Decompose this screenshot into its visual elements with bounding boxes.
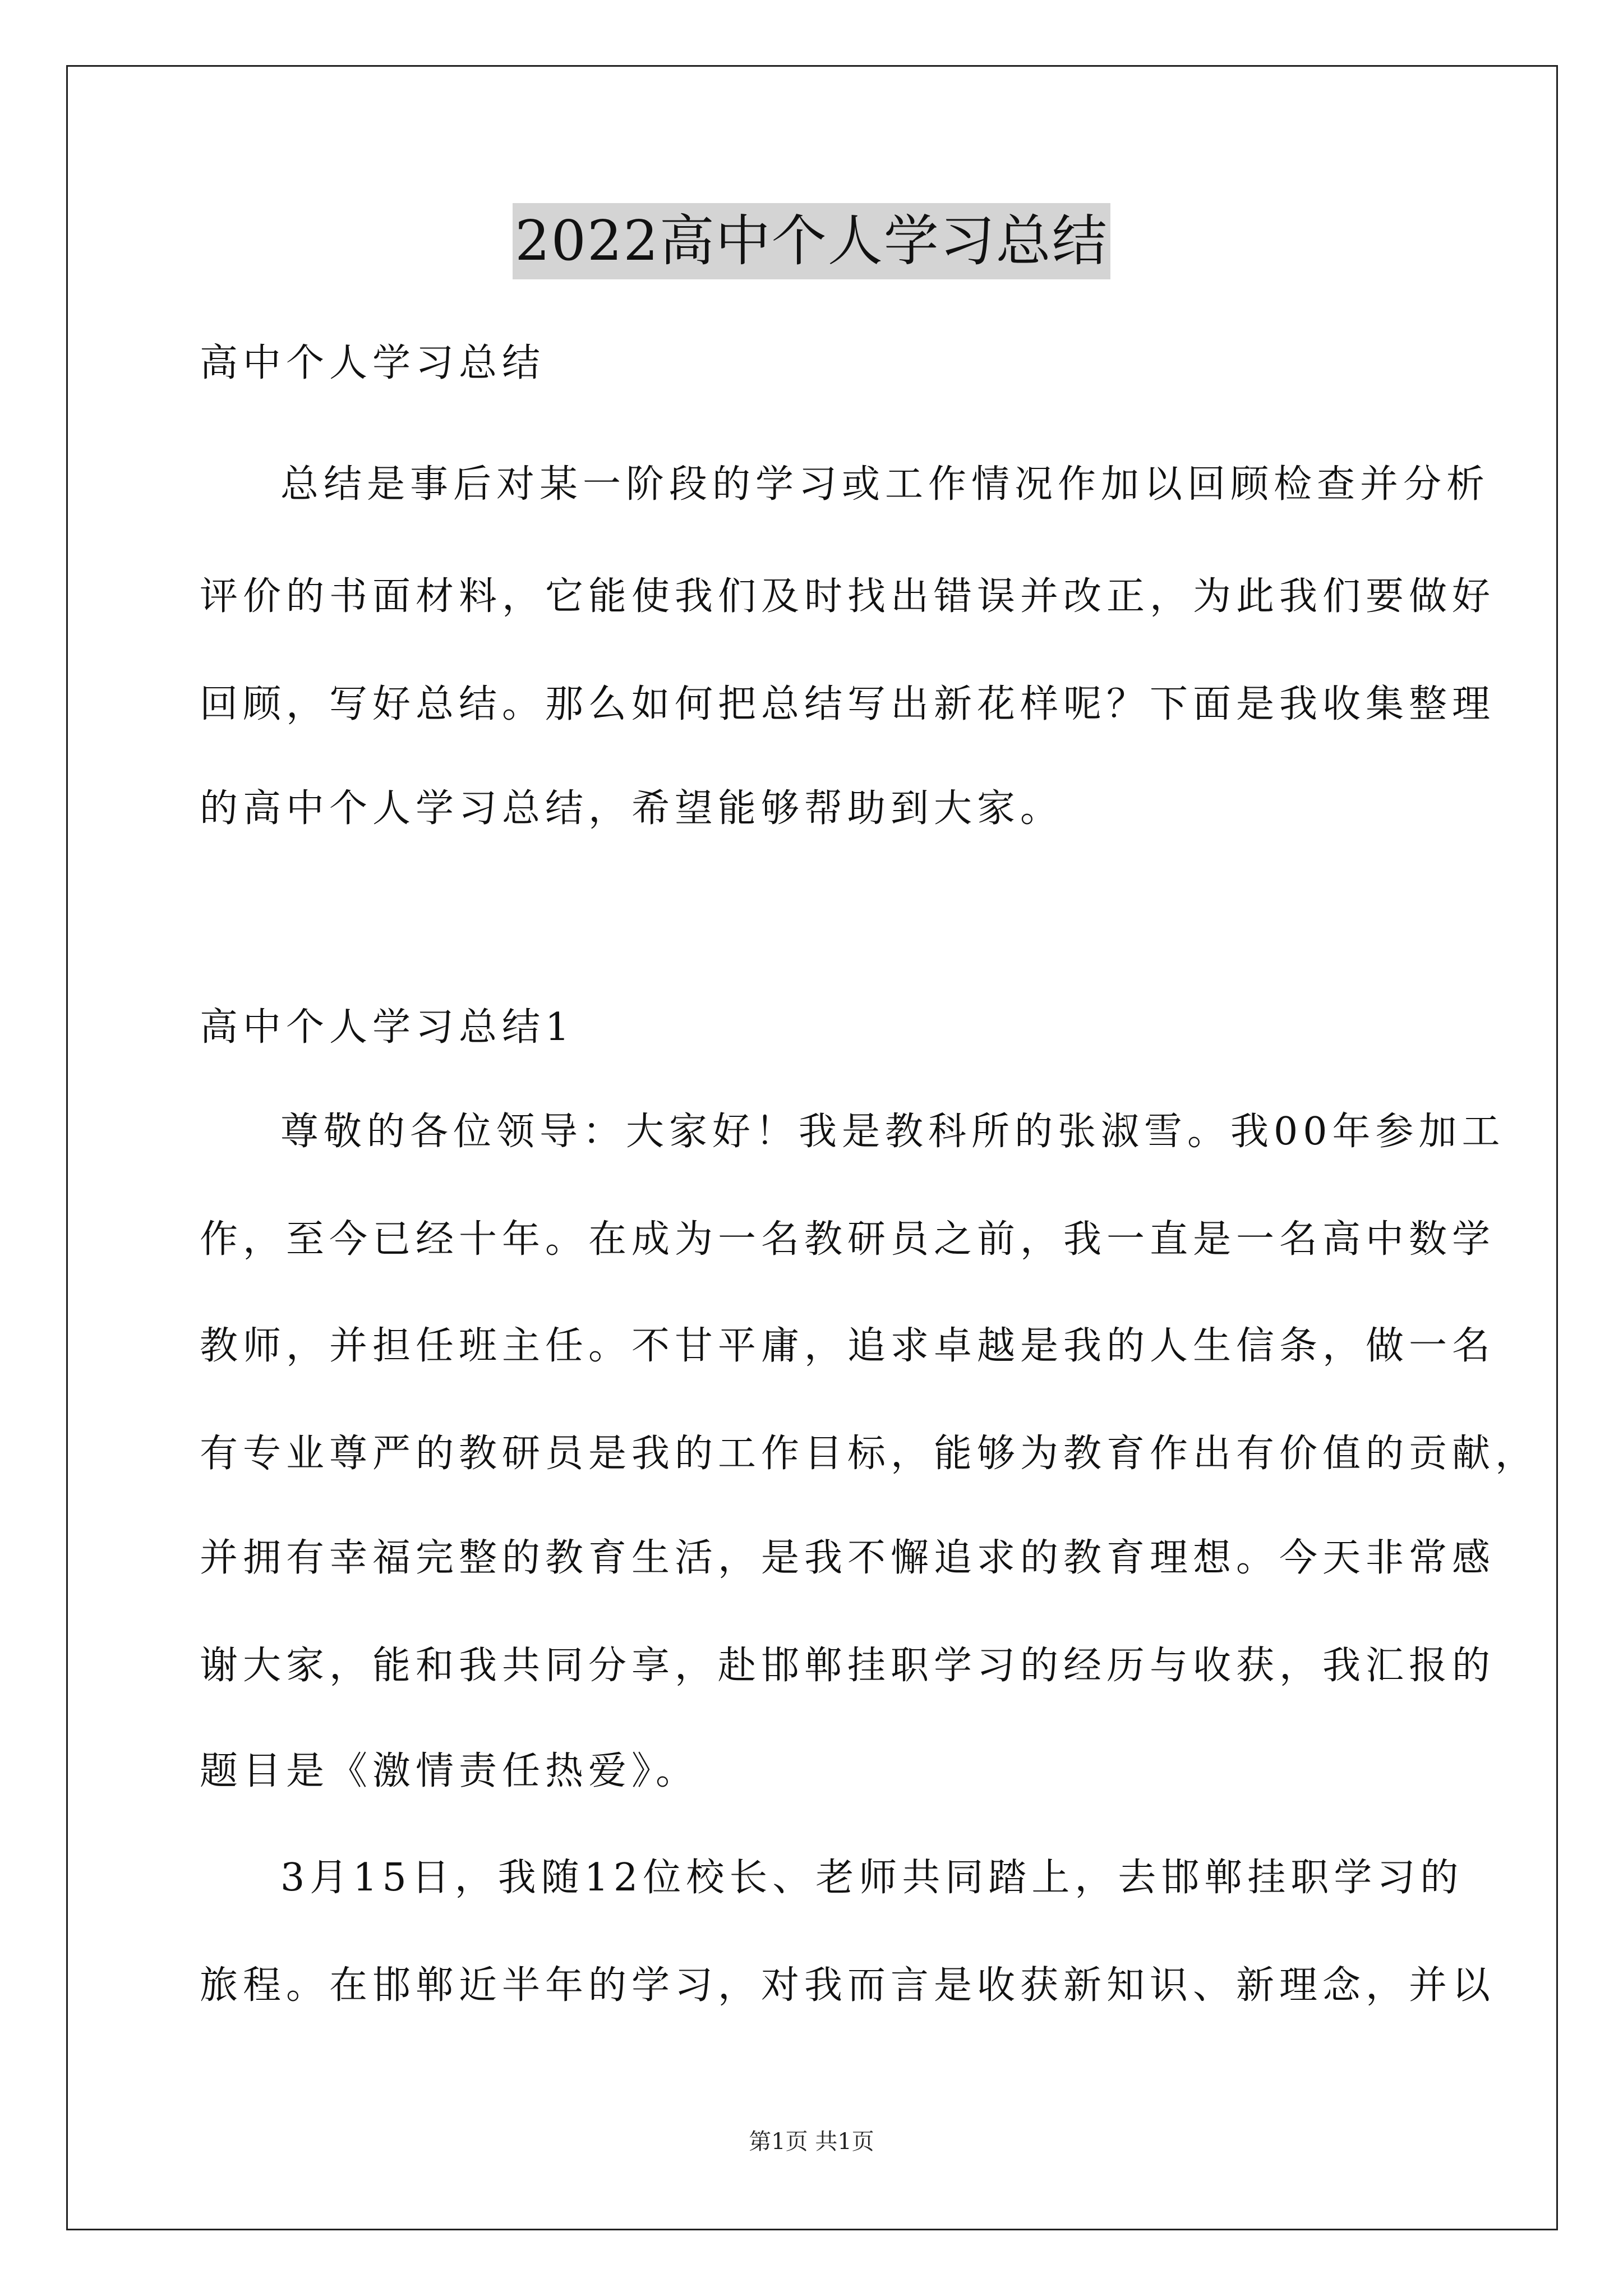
paragraph-line: 3月15日，我随12位校长、老师共同踏上，去邯郸挂职学习的 bbox=[280, 1856, 1464, 1900]
paragraph-line: 有专业尊严的教研员是我的工作目标，能够为教育作出有价值的贡献， bbox=[200, 1432, 1539, 1476]
subheading: 高中个人学习总结1 bbox=[200, 1005, 575, 1050]
paragraph-line: 评价的书面材料，它能使我们及时找出错误并改正，为此我们要做好 bbox=[200, 574, 1496, 619]
paragraph-line: 的高中个人学习总结，希望能够帮助到大家。 bbox=[200, 786, 1064, 831]
paragraph-line: 作，至今已经十年。在成为一名教研员之前，我一直是一名高中数学 bbox=[200, 1217, 1496, 1262]
page-footer: 第1页 共1页 bbox=[749, 2129, 874, 2155]
paragraph-line: 并拥有幸福完整的教育生活，是我不懈追求的教育理想。今天非常感 bbox=[200, 1536, 1496, 1580]
paragraph-line: 教师，并担任班主任。不甘平庸，追求卓越是我的人生信条，做一名 bbox=[200, 1324, 1496, 1368]
paragraph-line: 题目是《激情责任热爱》。 bbox=[200, 1749, 699, 1793]
paragraph-line: 总结是事后对某一阶段的学习或工作情况作加以回顾检查并分析 bbox=[280, 462, 1490, 507]
paragraph-line: 旅程。在邯郸近半年的学习，对我而言是收获新知识、新理念，并以 bbox=[200, 1963, 1496, 2008]
title-container bbox=[0, 203, 1623, 279]
paragraph-line: 尊敬的各位领导：大家好！我是教科所的张淑雪。我00年参加工 bbox=[280, 1110, 1505, 1154]
subheading: 高中个人学习总结 bbox=[200, 341, 546, 385]
document-title: 2022高中个人学习总结 bbox=[513, 203, 1110, 279]
paragraph-line: 回顾，写好总结。那么如何把总结写出新花样呢？下面是我收集整理 bbox=[200, 682, 1496, 726]
paragraph-line: 谢大家，能和我共同分享，赴邯郸挂职学习的经历与收获，我汇报的 bbox=[200, 1644, 1496, 1688]
